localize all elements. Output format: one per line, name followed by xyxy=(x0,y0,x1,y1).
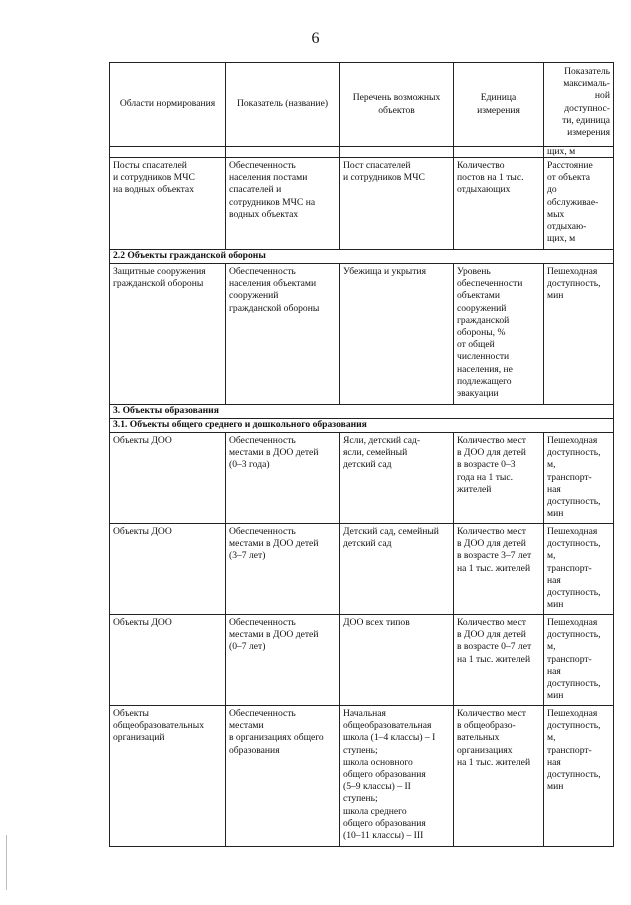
table-row xyxy=(110,433,614,524)
cell-area: Объекты общеобразовательных организаций xyxy=(110,706,226,847)
cell-indicator: Обеспеченность местами в организациях общего образования xyxy=(226,706,340,847)
cell-unit: Количество мест в ДОО для детей в возрасте 3–7 лет на 1 тыс. жителей xyxy=(454,524,544,615)
continuation-empty xyxy=(226,147,340,158)
table-row xyxy=(110,524,614,615)
cell-unit: Количество мест в ДОО для детей в возрасте 0–3 года на 1 тыс. жителей xyxy=(454,433,544,524)
cell-objects: Ясли, детский сад- ясли, семейный детский сад xyxy=(340,433,454,524)
header-access: Показатель максималь- ной доступнос- ти, единица измерения xyxy=(544,63,614,147)
cell-indicator: Обеспеченность населения объектами сооружений гражданской обороны xyxy=(226,264,340,405)
table-row xyxy=(110,615,614,706)
section-general-preschool: 3.1. Объекты общего среднего и дошкольного образования xyxy=(110,419,614,433)
section-row xyxy=(110,250,614,264)
cell-unit: Уровень обеспеченности объектами сооружений гражданской обороны, % от общей численности населения, не подлежащего эвакуации xyxy=(454,264,544,405)
table-row xyxy=(110,158,614,250)
cell-unit: Количество мест в ДОО для детей в возрасте 0–7 лет на 1 тыс. жителей xyxy=(454,615,544,706)
cell-access: Пешеходная доступность, м, транспорт- ная доступность, мин xyxy=(544,433,614,524)
header-unit: Единица измерения xyxy=(454,63,544,147)
scan-edge-mark xyxy=(6,835,7,890)
cell-unit: Количество постов на 1 тыс. отдыхающих xyxy=(454,158,544,250)
cell-indicator: Обеспеченность местами в ДОО детей (3–7 лет) xyxy=(226,524,340,615)
cell-access: Пешеходная доступность, м, транспорт- ная доступность, мин xyxy=(544,706,614,847)
cell-area: Защитные сооружения гражданской обороны xyxy=(110,264,226,405)
cell-indicator: Обеспеченность населения постами спасателей и сотрудников МЧС на водных объектах xyxy=(226,158,340,250)
cell-unit: Количество мест в общеобразо- вательных организациях на 1 тыс. жителей xyxy=(454,706,544,847)
section-row xyxy=(110,419,614,433)
cell-indicator: Обеспеченность местами в ДОО детей (0–3 года) xyxy=(226,433,340,524)
table-row xyxy=(110,264,614,405)
cell-area: Посты спасателей и сотрудников МЧС на водных объектах xyxy=(110,158,226,250)
cell-area: Объекты ДОО xyxy=(110,524,226,615)
cell-indicator: Обеспеченность местами в ДОО детей (0–7 лет) xyxy=(226,615,340,706)
cell-objects: ДОО всех типов xyxy=(340,615,454,706)
header-indicator: Показатель (название) xyxy=(226,63,340,147)
cell-area: Объекты ДОО xyxy=(110,615,226,706)
table-header-row xyxy=(110,63,614,147)
header-area: Области нормирования xyxy=(110,63,226,147)
header-objects: Перечень возможных объектов xyxy=(340,63,454,147)
continuation-empty xyxy=(454,147,544,158)
section-education: 3. Объекты образования xyxy=(110,405,614,419)
section-row xyxy=(110,405,614,419)
cell-access: Пешеходная доступность, м, транспорт- ная доступность, мин xyxy=(544,615,614,706)
continuation-access: щих, м xyxy=(544,147,614,158)
page-number: 6 xyxy=(311,30,320,47)
cell-objects: Пост спасателей и сотрудников МЧС xyxy=(340,158,454,250)
continuation-row xyxy=(110,147,614,158)
cell-access: Пешеходная доступность, мин xyxy=(544,264,614,405)
section-civil-defense: 2.2 Объекты гражданской обороны xyxy=(110,250,614,264)
cell-area: Объекты ДОО xyxy=(110,433,226,524)
norms-table xyxy=(109,62,614,847)
table-row xyxy=(110,706,614,847)
cell-objects: Убежища и укрытия xyxy=(340,264,454,405)
cell-objects: Начальная общеобразовательная школа (1–4 классы) – I ступень; школа основного общего образования (5–9 классы) – II ступень; школа среднего общего образования (10–11 классы) – III xyxy=(340,706,454,847)
cell-access: Пешеходная доступность, м, транспорт- ная доступность, мин xyxy=(544,524,614,615)
cell-access: Расстояние от объекта до обслуживае- мых отдыхаю- щих, м xyxy=(544,158,614,250)
continuation-empty xyxy=(340,147,454,158)
cell-objects: Детский сад, семейный детский сад xyxy=(340,524,454,615)
continuation-empty xyxy=(110,147,226,158)
